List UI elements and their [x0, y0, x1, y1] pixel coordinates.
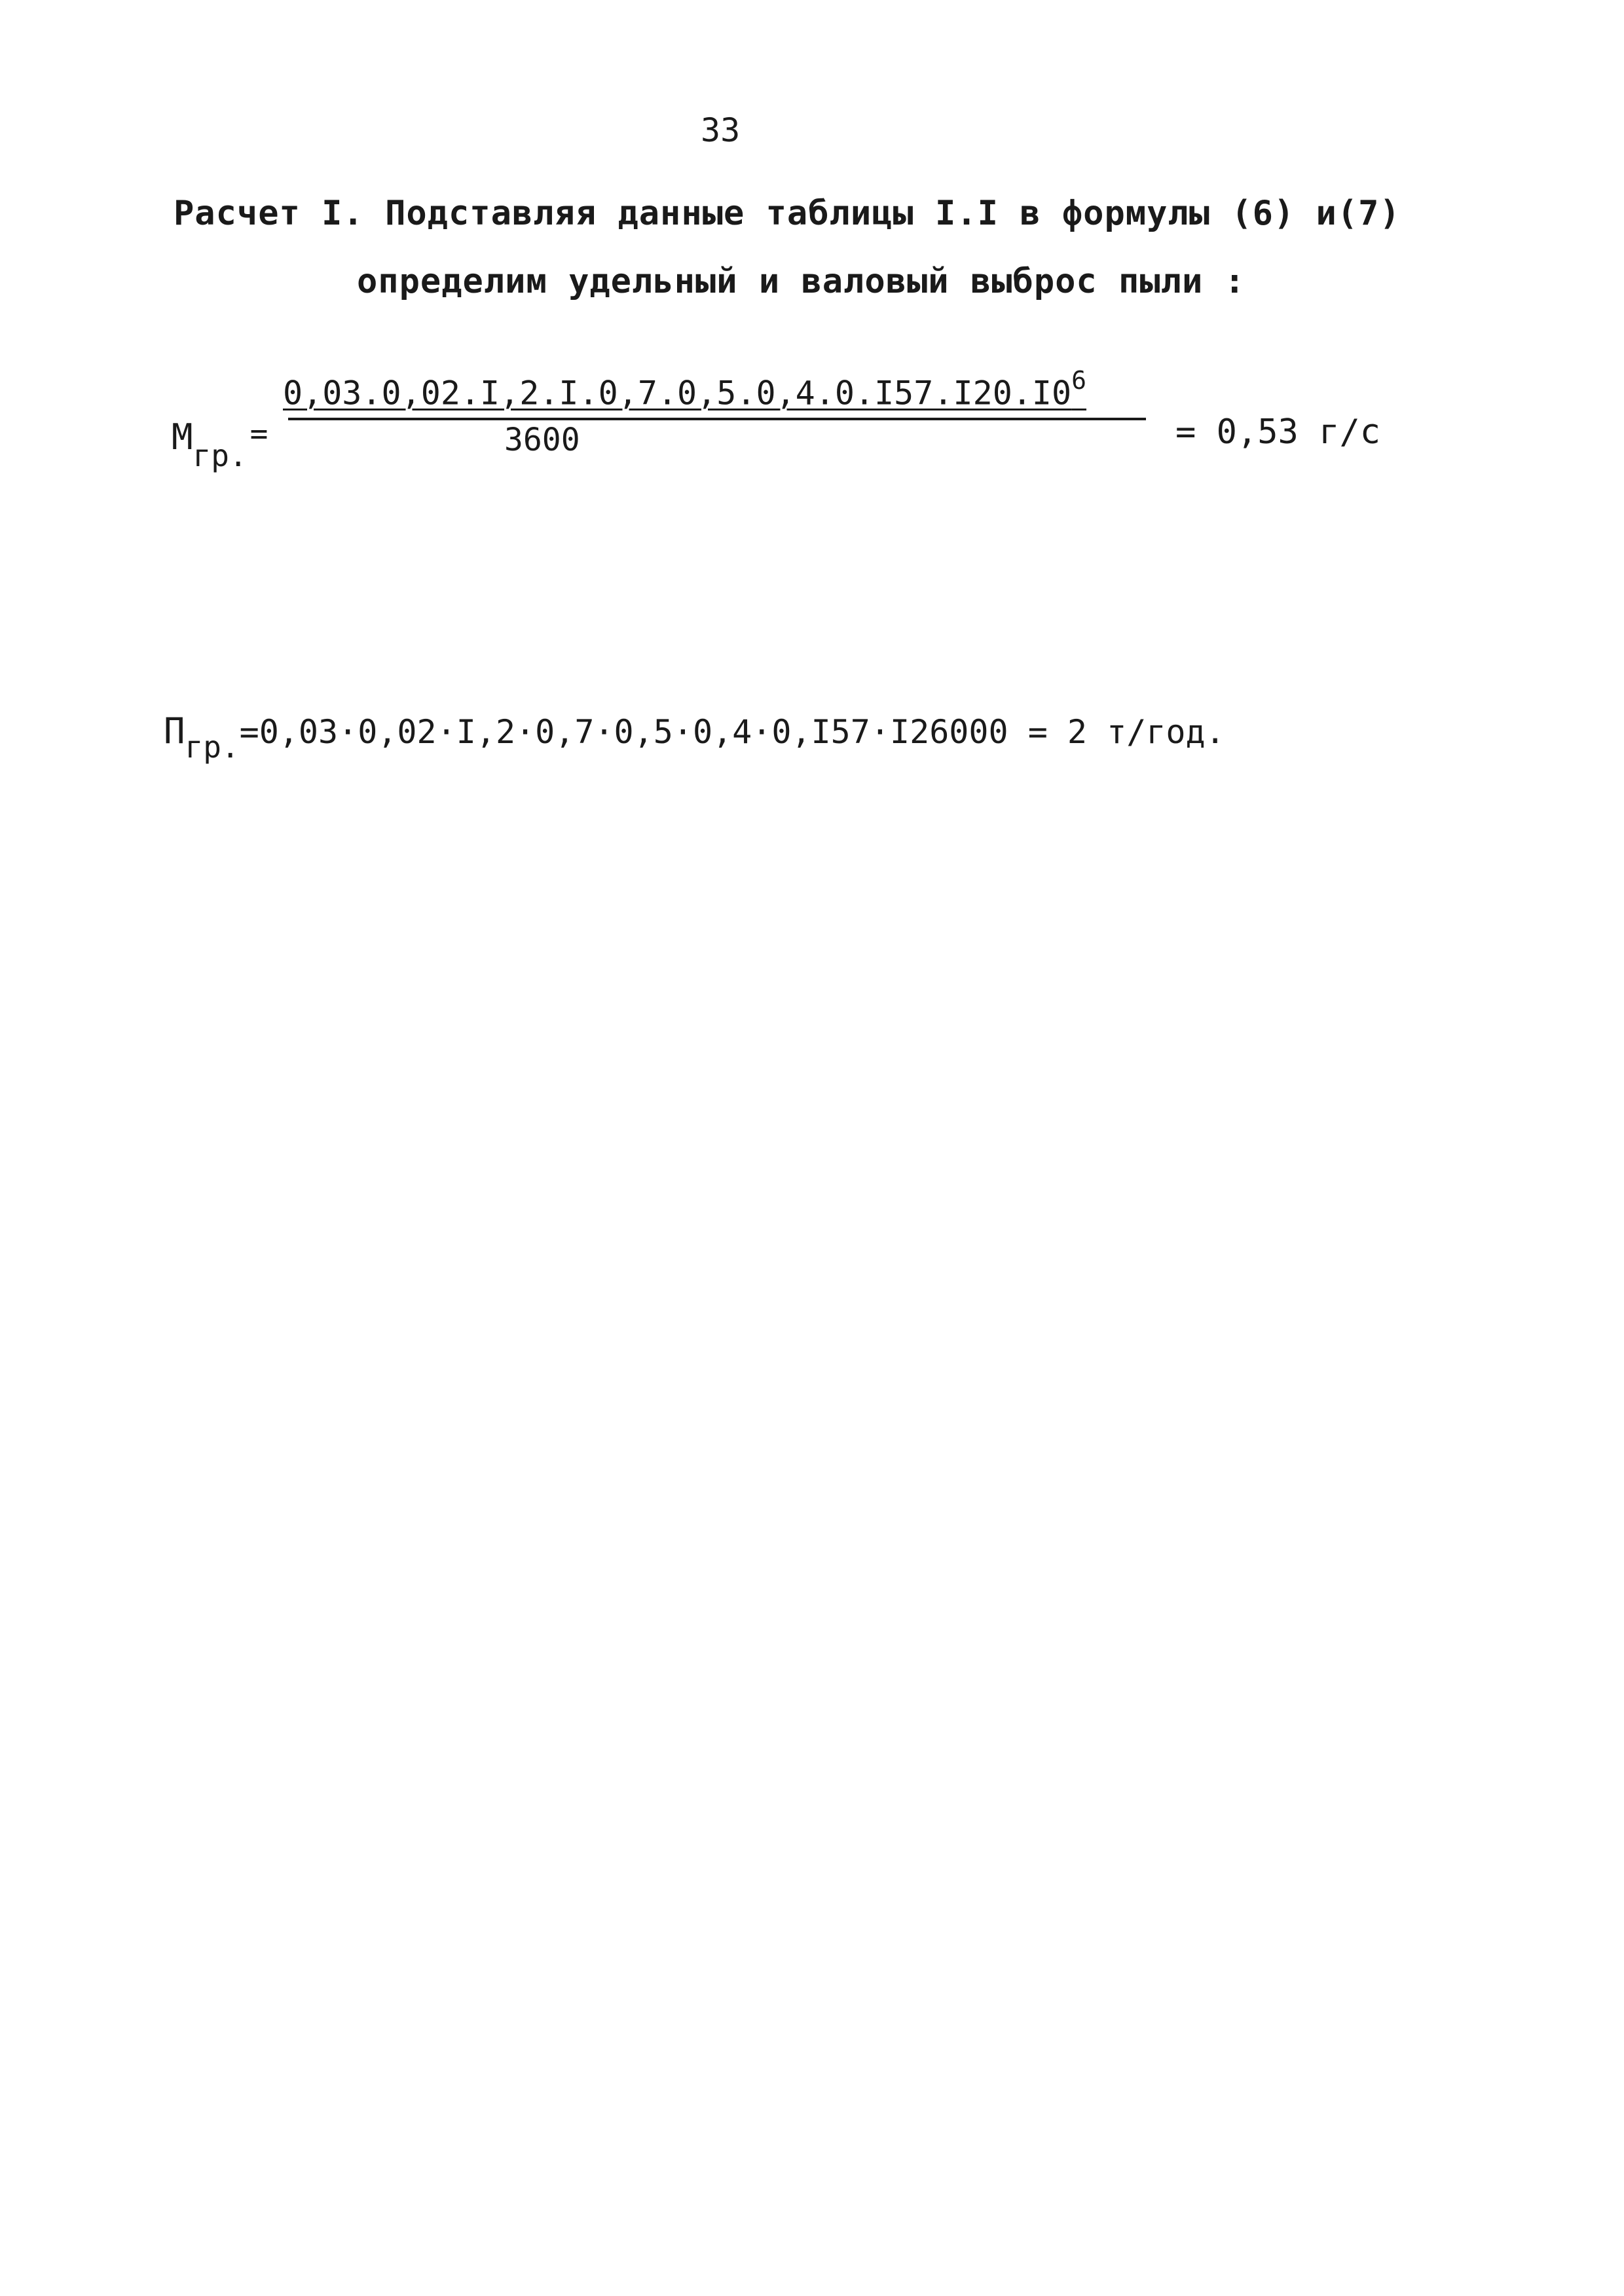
formula-1-fraction	[283, 366, 1153, 458]
formula-1-lhs	[172, 416, 268, 473]
calculation-heading-line-1: Расчет I. Подставляя данные таблицы I.I в формулы (6) и(7)	[174, 194, 1401, 233]
formula-1-denominator: 3600	[504, 421, 580, 458]
formula-1-result: = 0,53 г/с	[1175, 412, 1381, 452]
formula-1-numerator-exponent: 6	[1071, 366, 1086, 395]
page-number: 33	[701, 111, 741, 149]
formula-1-symbol: М	[172, 416, 193, 458]
formula-1-subscript: гр.	[193, 438, 248, 473]
formula-1-numerator	[283, 366, 1153, 412]
formula-1-fraction-bar	[288, 418, 1146, 420]
formula-2-symbol: П	[164, 710, 185, 752]
formula-1-equals: =	[249, 416, 268, 451]
formula-1-numerator-text: 0,03.0,02.I,2.I.0,7.0,5.0,4.0.I57.I20.I0	[283, 374, 1072, 412]
formula-2	[164, 710, 1225, 765]
formula-2-subscript: гр.	[185, 729, 240, 765]
formula-2-expression: =0,03·0,02·I,2·0,7·0,5·0,4·0,I57·I26000 = 2 т/год.	[239, 713, 1225, 751]
calculation-heading-line-2: определим удельный и валовый выброс пыли :	[357, 262, 1246, 301]
